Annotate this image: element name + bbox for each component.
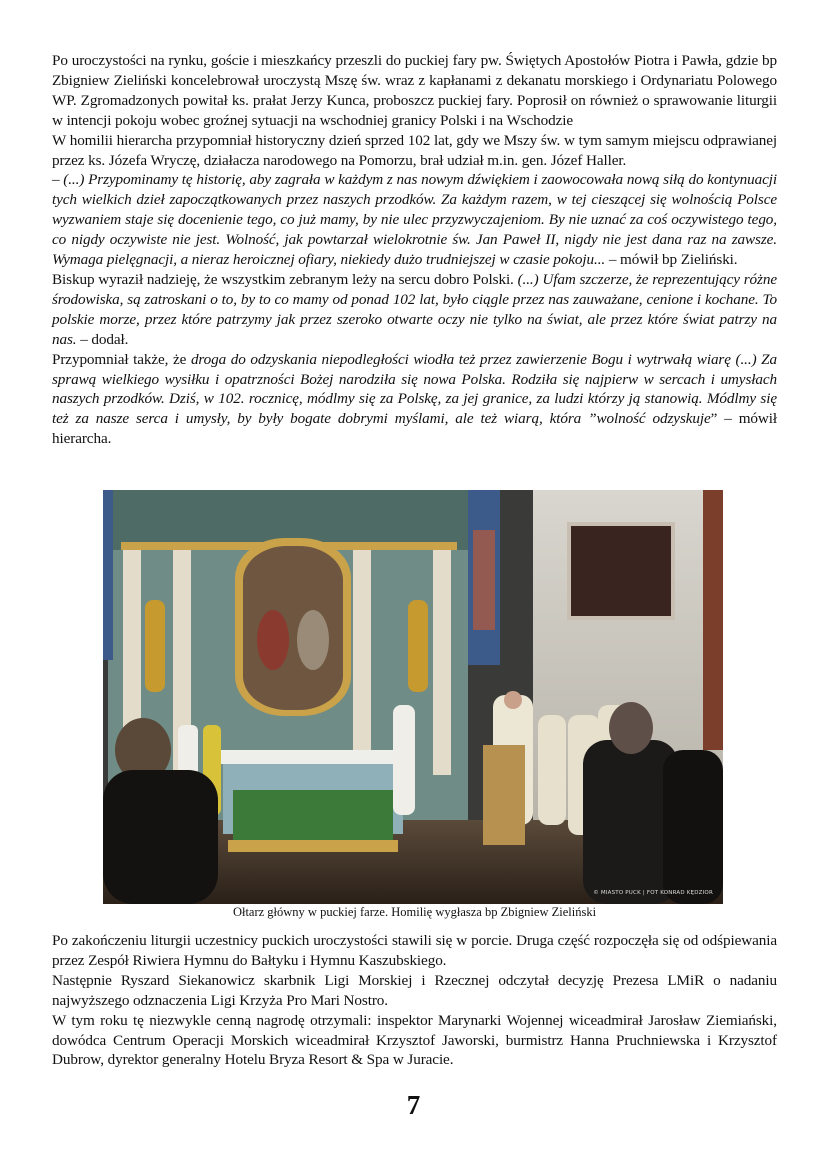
article-top-text [52,51,777,449]
article-bottom-text [52,931,777,1070]
paragraph [52,270,777,350]
quote-paragraph [52,170,777,270]
text-run: W tym roku tę niezwykle cenną nagrodę otrzymali: inspektor Marynarki Wojennej wiceadmirał Jarosław Ziemiański, dowódca Centrum Operacji Morskich wiceadmirał Krzysztof Jaworski, burmistrz Hanna Pruchniewska i Krzysztof Dubrow, dyrektor generalny Hotelu Bryza Resort & Spa w Juracie. [52,1011,777,1069]
altar-photo [103,490,723,904]
paragraph [52,51,777,131]
paragraph [52,350,777,450]
text-run: Biskup wyraził nadzieję, że wszystkim zebranym leży na sercu dobro Polski. [52,270,518,288]
page-number: 7 [406,1090,421,1120]
photo-caption: Ołtarz główny w puckiej farze. Homilię wygłasza bp Zbigniew Zieliński [232,905,597,919]
text-run: Po uroczystości na rynku, goście i mieszkańcy przeszli do puckiej fary pw. Świętych Apostołów Piotra i Pawła, gdzie bp Zbigniew Zieliński koncelebrował uroczystą Mszę św. wraz z kapłanami z dekanatu morskiego i Ordynariatu Polowego WP. Zgromadzonych powitał ks. prałat Jerzy Kunca, proboszcz puckiej fary. Poprosił on również o sprawowanie liturgii w intencji pokoju wobec groźnej sytuacji na wschodniej granicy Polski i na Wschodzie [52,52,777,129]
ambo [483,745,525,845]
text-run: Następnie Ryszard Siekanowicz skarbnik Ligi Morskiej i Rzecznej odczytał decyzję Prezesa LMiR o nadaniu najwyższego odznaczenia Ligi Krzyża Pro Mari Nostro. [52,971,777,1009]
quote-text: (...) Ufam szczerze, że reprezentujący różne środowiska, są zatroskani o to, by to co mamy od ponad 102 lat, było ciągle przez nas zauważane, cenione i kochane. To polskie morze, przez które patrzymy jak przez szeroko otwarte oczy nie tylko na świat, ale przez które świat patrzy na nas. [52,270,777,348]
photo-illustration [103,490,723,904]
text-run: – dodał. [76,330,129,348]
paragraph [52,131,777,171]
paragraph [52,971,777,1011]
foreground-person-left [103,770,218,904]
statue-right [408,600,428,692]
altar-painting [243,546,343,710]
text-run: Przypomniał także, że [52,350,191,368]
quote-text: droga do odzyskania niepodległości wiodła też przez zawierzenie Bogu i wytrwałą wiarę (...) Za sprawą wielkiego wysiłku i opatrzności Bożej narodziła się nowa Polska. Rodziła się najpierw w sercach i umysłach naszych przodków. Dziś, w 102. rocznicę, módlmy się za Polskę, za jej granice, za ludzi którzy ją stanowią. Módlmy się też za nasze serca i umysły, by były bogate dobrymi myślami, ale też wiarą, która ”wolność odzyskuje [52,350,778,428]
flowers [233,790,393,845]
text-run: – mówił bp Zieliński. [605,251,738,269]
quote-text: – (...) Przypominamy tę historię, aby zagrała w każdym z nas nowym dźwiękiem i zaowocowała nową siłą do kontynuacji tych wielkich dzieł zapoczątkowanych przez naszych przodków. Za każdym razem, w tej cieszącej się wolnością Polsce wyzwaniem staje się docenienie tego, co już mamy, by nie ulec przyzwyczajeniom. By nie uznać za coś oczywistego tego, co nigdy oczywiste nie jest. Wolność, jak powtarzał wielokrotnie św. Jan Paweł II, nigdy nie jest dana raz na zawsze. Wymaga pielęgnacji, a nieraz heroicznej ofiary, niekiedy dużo trudniejszej w czasie pokoju... [52,171,777,269]
text-run: ” – mówił hierarcha. [52,410,778,448]
text-run: W homilii hierarcha przypomniał historyczny dzień sprzed 102 lat, gdy we Mszy św. w tym samym miejscu odprawianej przez ks. Józefa Wryczę, działacza narodowego na Pomorzu, brał udział m.in. gen. Józef Haller. [52,131,777,169]
wall-screen [571,526,671,616]
paragraph [52,1011,777,1071]
statue-left [145,600,165,692]
text-run: Po zakończeniu liturgii uczestnicy puckich uroczystości stawili się w porcie. Druga część rozpoczęła się od odśpiewania przez Zespół Riwiera Hymnu do Bałtyku i Hymnu Kaszubskiego. [52,932,777,969]
altar-table [213,750,413,764]
photo-credit: © MIASTO PUCK | FOT KONRAD KĘDZIOR [593,890,713,896]
paragraph [52,931,777,971]
